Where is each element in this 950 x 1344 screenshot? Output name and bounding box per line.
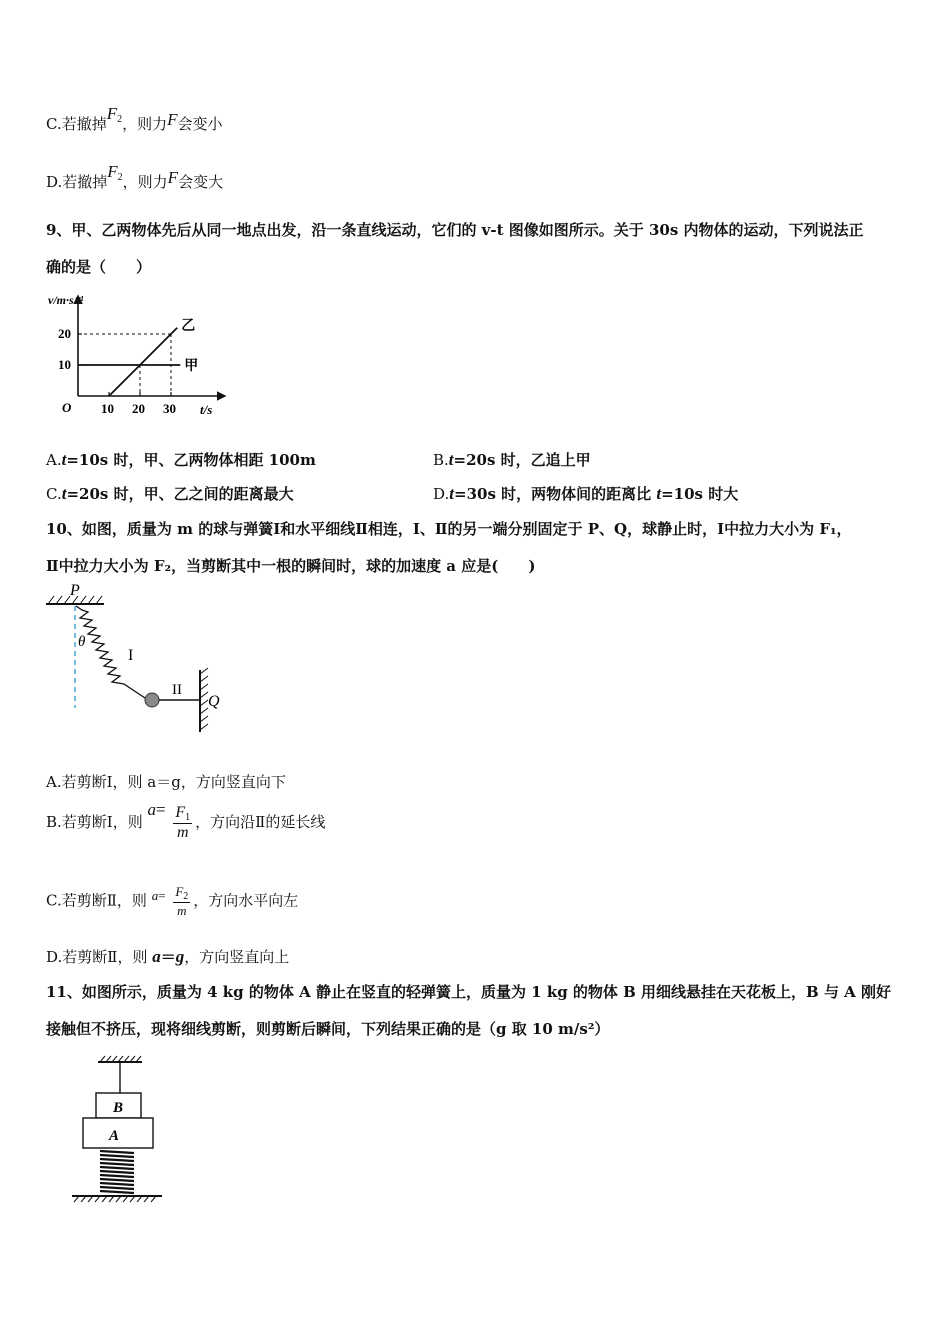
series-label-yi: 乙 — [181, 318, 196, 334]
q8-option-c: C.若撤掉$F_2$，则力F会变小 — [46, 104, 223, 133]
series-line-yi — [109, 328, 177, 396]
y-tick-label-20: 20 — [58, 326, 71, 341]
label-p: P — [70, 582, 80, 599]
y-tick-label-10: 10 — [58, 357, 71, 372]
y-axis-label: v/m·s⁻¹ — [48, 293, 84, 307]
x-tick-label-20: 20 — [132, 401, 145, 416]
series-label-jia: 甲 — [184, 359, 199, 374]
q10-option-c: C.若剪断Ⅱ，则 a= $\frac{F_2}{m}$ ，方向水平向左 — [46, 884, 299, 918]
q9-option-a: A.t=10s 时，甲、乙两物体相距 100m — [46, 450, 316, 469]
label-a: A — [109, 1128, 120, 1144]
label-i: I — [128, 647, 134, 664]
q11-blocks-figure — [66, 1050, 176, 1210]
q9-option-b: B.t=20s 时，乙追上甲 — [433, 450, 591, 469]
x-axis-label: t/s — [200, 402, 213, 417]
q11-stem-line2: 接触但不挤压，现将细线剪断，则剪断后瞬间，下列结果正确的是（g 取 10 m/s²） — [46, 1020, 610, 1038]
spring-i — [76, 606, 148, 700]
q9-option-c: C.t=20s 时，甲、乙之间的距离最大 — [46, 484, 294, 503]
spring — [100, 1151, 134, 1193]
origin-label: O — [62, 400, 72, 415]
q10-stem-line1: 10、如图，质量为 m 的球与弹簧Ⅰ和水平细线Ⅱ相连，Ⅰ、Ⅱ的另一端分别固定于 P、Q，球静止时，Ⅰ中拉力大小为 F₁， — [46, 520, 852, 538]
label-q: Q — [208, 693, 220, 710]
x-tick-label-30: 30 — [163, 401, 176, 416]
label-theta: θ — [78, 634, 86, 650]
q11-stem-line1: 11、如图所示，质量为 4 kg 的物体 A 静止在竖直的轻弹簧上，质量为 1 kg 的物体 B 用细线悬挂在天花板上，B 与 A 刚好 — [46, 983, 892, 1001]
q10-spring-figure — [40, 580, 240, 740]
q9-stem-line1: 9、甲、乙两物体先后从同一地点出发，沿一条直线运动，它们的 v-t 图像如图所示。关于 30s 内物体的运动，下列说法正 — [46, 221, 864, 239]
q9-stem-line2: 确的是（ ） — [46, 258, 152, 276]
label-ii: II — [172, 682, 182, 698]
q9-option-d: D.t=30s 时，两物体间的距离比 t=10s 时大 — [433, 484, 739, 503]
q8-option-d: D.若撤掉$F_2$，则力F会变大 — [46, 162, 224, 191]
x-tick-label-10: 10 — [101, 401, 114, 416]
q10-stem-line2: Ⅱ中拉力大小为 F₂，当剪断其中一根的瞬间时，球的加速度 a 应是( ) — [46, 557, 536, 575]
q10-option-d: D.若剪断Ⅱ，则 a＝g，方向竖直向上 — [46, 947, 290, 966]
label-b: B — [113, 1100, 124, 1116]
q9-vt-chart — [40, 284, 240, 424]
ball — [145, 693, 159, 707]
q10-option-a: A.若剪断Ⅰ，则 a＝g，方向竖直向下 — [46, 773, 286, 791]
q10-option-b: B.若剪断Ⅰ，则 a= $\frac{F_1}{m}$ ，方向沿Ⅱ的延长线 — [46, 800, 326, 841]
